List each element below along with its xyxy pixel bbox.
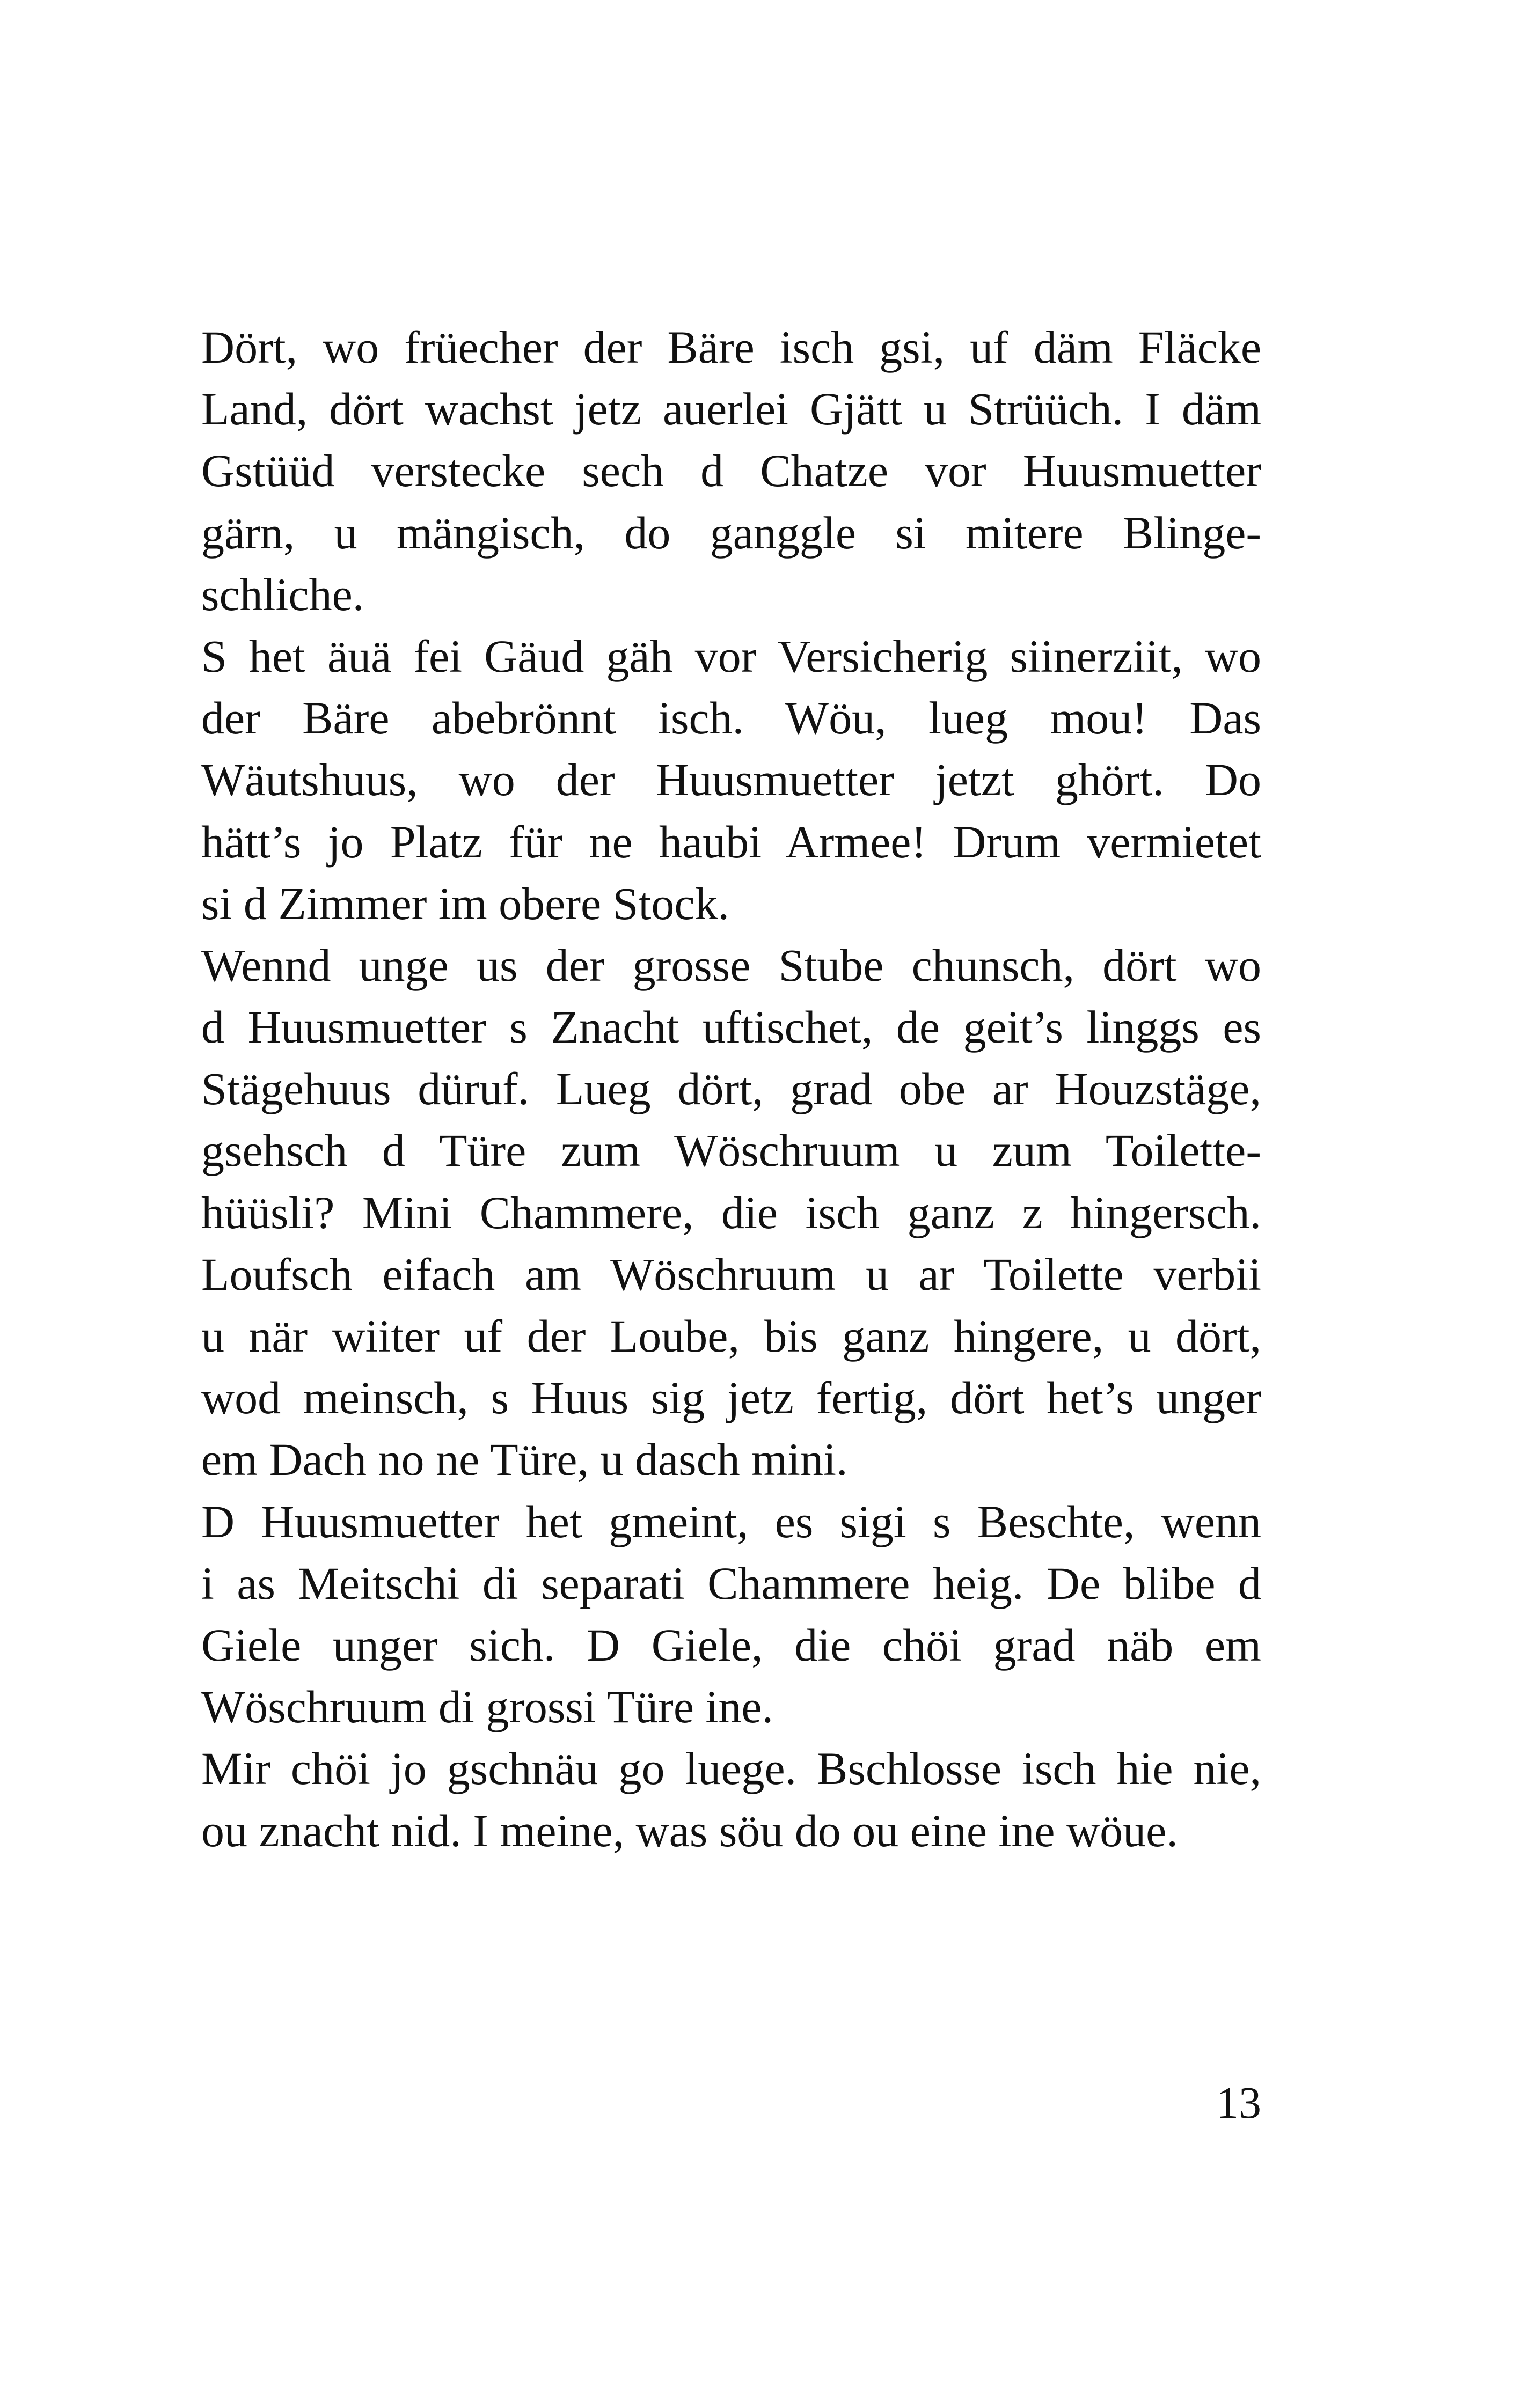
text-line: Loufsch eifach am Wöschruum u ar Toilette verbii — [201, 1248, 1261, 1300]
text-line: Land, dört wachst jetz auerlei Gjätt u Strüüch. I däm — [201, 383, 1261, 435]
text-line: wod meinsch, s Huus sig jetz fertig, dört het’s unger — [201, 1372, 1261, 1424]
text-line: Mir chöi jo gschnäu go luege. Bschlosse isch hie nie, — [201, 1743, 1261, 1795]
paragraph — [201, 317, 1261, 626]
text-line: Wöschruum di grossi Türe ine. — [201, 1681, 774, 1733]
text-line: Wennd unge us der grosse Stube chunsch, dört wo — [201, 939, 1261, 991]
body-text — [201, 317, 1261, 1862]
text-line: schliche. — [201, 568, 364, 620]
text-line: si d Zimmer im obere Stock. — [201, 877, 730, 929]
text-line: D Huusmuetter het gmeint, es sigi s Beschte, wenn — [201, 1495, 1261, 1547]
paragraph — [201, 626, 1261, 935]
text-line: gsehsch d Türe zum Wöschruum u zum Toilette- — [201, 1125, 1261, 1177]
text-line: S het äuä fei Gäud gäh vor Versicherig siinerziit, wo — [201, 630, 1261, 682]
text-line: Dört, wo früecher der Bäre isch gsi, uf däm Fläcke — [201, 321, 1261, 373]
text-line: em Dach no ne Türe, u dasch mini. — [201, 1434, 848, 1486]
paragraph — [201, 1491, 1261, 1738]
paragraph — [201, 935, 1261, 1491]
text-line: der Bäre abebrönnt isch. Wöu, lueg mou! Das — [201, 692, 1261, 744]
text-line: Giele unger sich. D Giele, die chöi grad näb em — [201, 1619, 1261, 1671]
text-line: d Huusmuetter s Znacht uftischet, de geit’s linggs es — [201, 1001, 1261, 1053]
page-number: 13 — [1216, 2078, 1261, 2128]
paragraph — [201, 1738, 1261, 1861]
text-line: hüüsli? Mini Chammere, die isch ganz z hingersch. — [201, 1186, 1261, 1238]
text-line: hätt’s jo Platz für ne haubi Armee! Drum vermietet — [201, 816, 1261, 868]
text-line: Gstüüd verstecke sech d Chatze vor Huusmuetter — [201, 445, 1261, 497]
text-line: gärn, u mängisch, do ganggle si mitere Blinge- — [201, 506, 1261, 559]
text-line: u när wiiter uf der Loube, bis ganz hingere, u dört, — [201, 1310, 1261, 1362]
text-line: i as Meitschi di separati Chammere heig. De blibe d — [201, 1557, 1261, 1609]
text-line: ou znacht nid. I meine, was söu do ou eine ine wöue. — [201, 1804, 1178, 1856]
text-line: Wäutshuus, wo der Huusmuetter jetzt ghört. Do — [201, 754, 1261, 806]
text-line: Stägehuus düruf. Lueg dört, grad obe ar Houzstäge, — [201, 1063, 1261, 1115]
